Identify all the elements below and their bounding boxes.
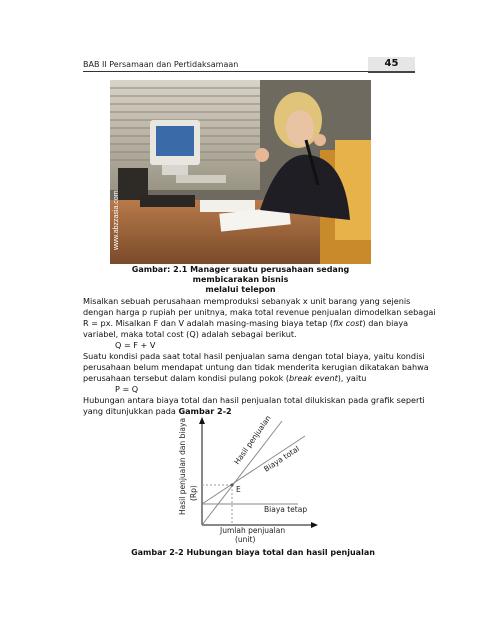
text-span: R = px. Misalkan F dan V adalah masing-masing biaya tetap ( [83,318,334,328]
paragraph-line: variabel, maka total cost (Q) adalah sebagai berikut. [83,329,297,339]
y-axis-unit: (Rp) [189,485,198,501]
break-even-point-label: E [236,485,241,494]
italic-term: fix cost [333,318,363,328]
photo-watermark: www.abzzasia.com [113,190,120,250]
figure1-caption-line1: Gambar: 2.1 Manager suatu perusahaan sedang membicarakan bisnis [131,265,350,284]
sales-line-label: Hasil penjualan [232,413,273,467]
page-number: 45 [384,58,399,69]
italic-term: break event [289,373,338,383]
text-span: yang ditunjukkan pada [83,406,179,416]
break-even-point [231,484,234,487]
page-header [83,57,415,73]
paragraph-line: Hubungan antara biaya total dan hasil penjualan total dilukiskan pada grafik seperti [83,395,425,405]
y-axis-arrow [199,417,205,424]
figure2-caption: Gambar 2-2 Hubungan biaya total dan hasil penjualan [131,548,375,557]
body-text [83,296,436,417]
figure1-caption [110,265,371,295]
photo-manager-on-phone [110,80,371,264]
paragraph-line: perusahaan belum mendapat untung dan tidak menderita kerugian dikatakan bahwa [83,362,429,372]
header-rule [83,71,383,72]
formula-total-cost: Q = F + V [115,340,156,350]
break-even-graph [180,415,340,545]
chapter-title: BAB II Persamaan dan Pertidaksamaan [83,60,239,69]
x-axis-arrow [311,522,318,528]
page-number-box [368,57,415,73]
paragraph-line [83,373,423,384]
paragraph-line: Misalkan sebuah perusahaan memproduksi sebanyak x unit barang yang sejenis [83,296,411,306]
total-cost-line-label: Biaya total [262,444,301,474]
paragraph-line: dengan harga p rupiah per unitnya, maka total revenue penjualan dimodelkan sebagai [83,307,436,317]
formula-break-even: P = Q [115,384,139,394]
paragraph-line: Suatu kondisi pada saat total hasil penjualan sama dengan total biaya, yaitu kondisi [83,351,425,361]
fixed-cost-line-label: Biaya tetap [264,505,308,514]
text-span: ) dan biaya [362,318,409,328]
x-axis-unit: (unit) [235,535,256,544]
y-axis-label: Hasil penjualan dan biaya [178,417,187,515]
text-span: perusahaan tersebut dalam kondisi pulang pokok ( [83,373,290,383]
x-axis-label: Jumlah penjualan [220,526,286,535]
figure1-caption-line2: melalui telepon [205,285,276,294]
paragraph-line [83,318,423,329]
figure-reference: Gambar 2-2 [178,406,232,416]
text-span: ), yaitu [337,373,367,383]
